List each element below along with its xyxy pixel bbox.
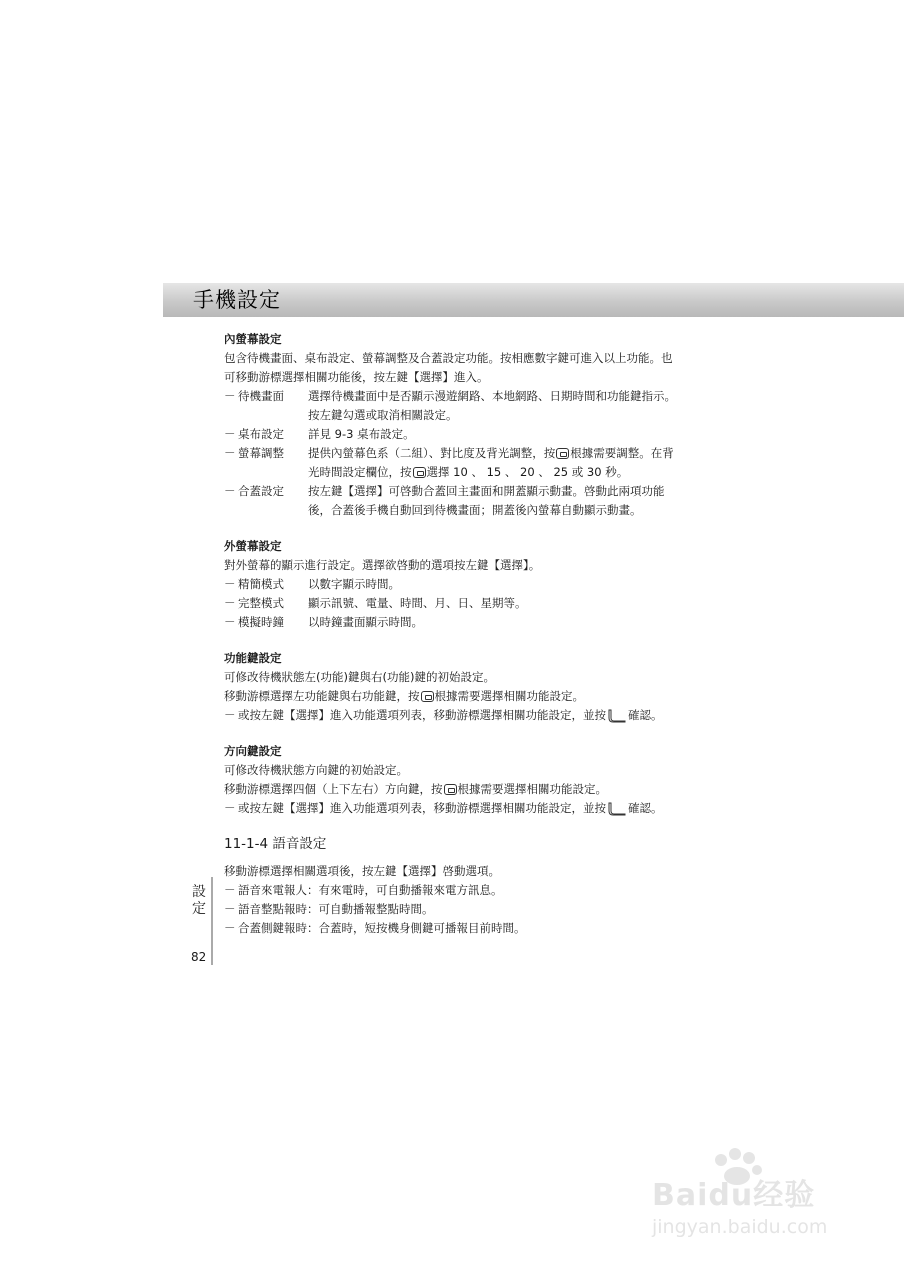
list-item: － 合蓋設定 按左鍵【選擇】可啓動合蓋回主畫面和開蓋顯示動畫。啓動此兩項功能 (224, 482, 694, 501)
nav-key-icon (556, 448, 569, 459)
content (224, 330, 694, 955)
item-desc: 顯示訊號、電量、時間、月、日、星期等。 (308, 596, 527, 610)
item-term: 合蓋設定 (238, 484, 284, 498)
item-desc: 以時鐘畫面顯示時間。 (308, 615, 423, 629)
watermark (612, 1150, 872, 1260)
watermark-brand: Baidu经验 (652, 1178, 816, 1213)
text-line: 可修改待機狀態左(功能)鍵與右(功能)鍵的初始設定。 (224, 670, 495, 684)
watermark-url: jingyan.baidu.com (652, 1216, 828, 1238)
item-desc-cont: 按左鍵勾選或取消相關設定。 (308, 408, 458, 422)
page-number: 82 (191, 950, 207, 964)
section-title: 方向鍵設定 (224, 744, 282, 758)
list-item: － 精簡模式 以數字顯示時間。 (224, 575, 694, 594)
list-item: － 待機畫面 選擇待機畫面中是否顯示漫遊網路、本地網路、日期時間和功能鍵指示。 (224, 387, 694, 406)
item-desc: 提供內螢幕色系（二組）、對比度及背光調整，按 根據需要調整。在背 (308, 446, 674, 460)
list-item: － 語音整點報時：可自動播報整點時間。 (224, 902, 434, 916)
section-title: 內螢幕設定 (224, 332, 282, 346)
item-term: 待機畫面 (238, 389, 284, 403)
list-item: － 合蓋側鍵報時：合蓋時，短按機身側鍵可播報目前時間。 (224, 921, 526, 935)
section-inner-screen (224, 330, 694, 520)
item-term: 桌布設定 (238, 427, 284, 441)
list-item: － 完整模式 顯示訊號、電量、時間、月、日、星期等。 (224, 594, 694, 613)
list-item: － 螢幕調整 提供內螢幕色系（二組）、對比度及背光調整，按 根據需要調整。在背 (224, 444, 694, 463)
call-key-icon (607, 802, 627, 816)
item-term: 精簡模式 (238, 577, 284, 591)
item-term: 螢幕調整 (238, 446, 284, 460)
section-function-key (224, 649, 694, 725)
item-desc: 詳見 9-3 桌布設定。 (308, 427, 415, 441)
list-item: － 模擬時鐘 以時鐘畫面顯示時間。 (224, 613, 694, 632)
item-desc: 選擇待機畫面中是否顯示漫遊網路、本地網路、日期時間和功能鍵指示。 (308, 389, 676, 403)
item-desc: 以數字顯示時間。 (308, 577, 400, 591)
item-desc-cont: 後，合蓋後手機自動回到待機畫面；開蓋後內螢幕自動顯示動畫。 (308, 503, 642, 517)
section-voice (224, 835, 694, 938)
nav-key-icon (444, 784, 457, 795)
nav-key-icon (421, 691, 434, 702)
section-outer-screen (224, 537, 694, 632)
intro-line: 移動游標選擇相關選項後，按左鍵【選擇】啓動選項。 (224, 864, 500, 878)
intro-line: 可移動游標選擇相關功能後，按左鍵【選擇】進入。 (224, 370, 489, 384)
text-line: 移動游標選擇四個（上下左右）方向鍵，按 根據需要選擇相關功能設定。 (224, 782, 607, 796)
item-term: 完整模式 (238, 596, 284, 610)
page-title: 手機設定 (193, 288, 281, 312)
item-desc: 按左鍵【選擇】可啓動合蓋回主畫面和開蓋顯示動畫。啓動此兩項功能 (308, 484, 665, 498)
list-item: － 桌布設定 詳見 9-3 桌布設定。 (224, 425, 694, 444)
text-line: 可修改待機狀態方向鍵的初始設定。 (224, 763, 408, 777)
call-key-icon (607, 709, 627, 723)
section-title: 功能鍵設定 (224, 651, 282, 665)
list-item: － 或按左鍵【選擇】進入功能選項列表，移動游標選擇相關功能設定，並按 確認。 (224, 708, 663, 722)
header-band (163, 283, 904, 317)
nav-key-icon (413, 467, 426, 478)
intro-line: 對外螢幕的顯示進行設定。選擇欲啓動的選項按左鍵【選擇】。 (224, 558, 541, 572)
section-direction-key (224, 742, 694, 818)
section-title: 外螢幕設定 (224, 539, 282, 553)
list-item: － 語音來電報人：有來電時，可自動播報來電方訊息。 (224, 883, 503, 897)
text-line: 移動游標選擇左功能鍵與右功能鍵，按 根據需要選擇相關功能設定。 (224, 689, 584, 703)
sidebar-divider (211, 877, 213, 965)
subsection-heading: 11-1-4 語音設定 (224, 836, 327, 852)
list-item: － 或按左鍵【選擇】進入功能選項列表，移動游標選擇相關功能設定，並按 確認。 (224, 801, 663, 815)
item-desc-cont: 光時間設定欄位，按 選擇 10 、 15 、 20 、 25 或 30 秒。 (308, 465, 629, 479)
item-term: 模擬時鐘 (238, 615, 284, 629)
sidebar-chapter-label: 設 定 (192, 884, 206, 917)
intro-line: 包含待機畫面、桌布設定、螢幕調整及合蓋設定功能。按相應數字鍵可進入以上功能。也 (224, 351, 673, 365)
